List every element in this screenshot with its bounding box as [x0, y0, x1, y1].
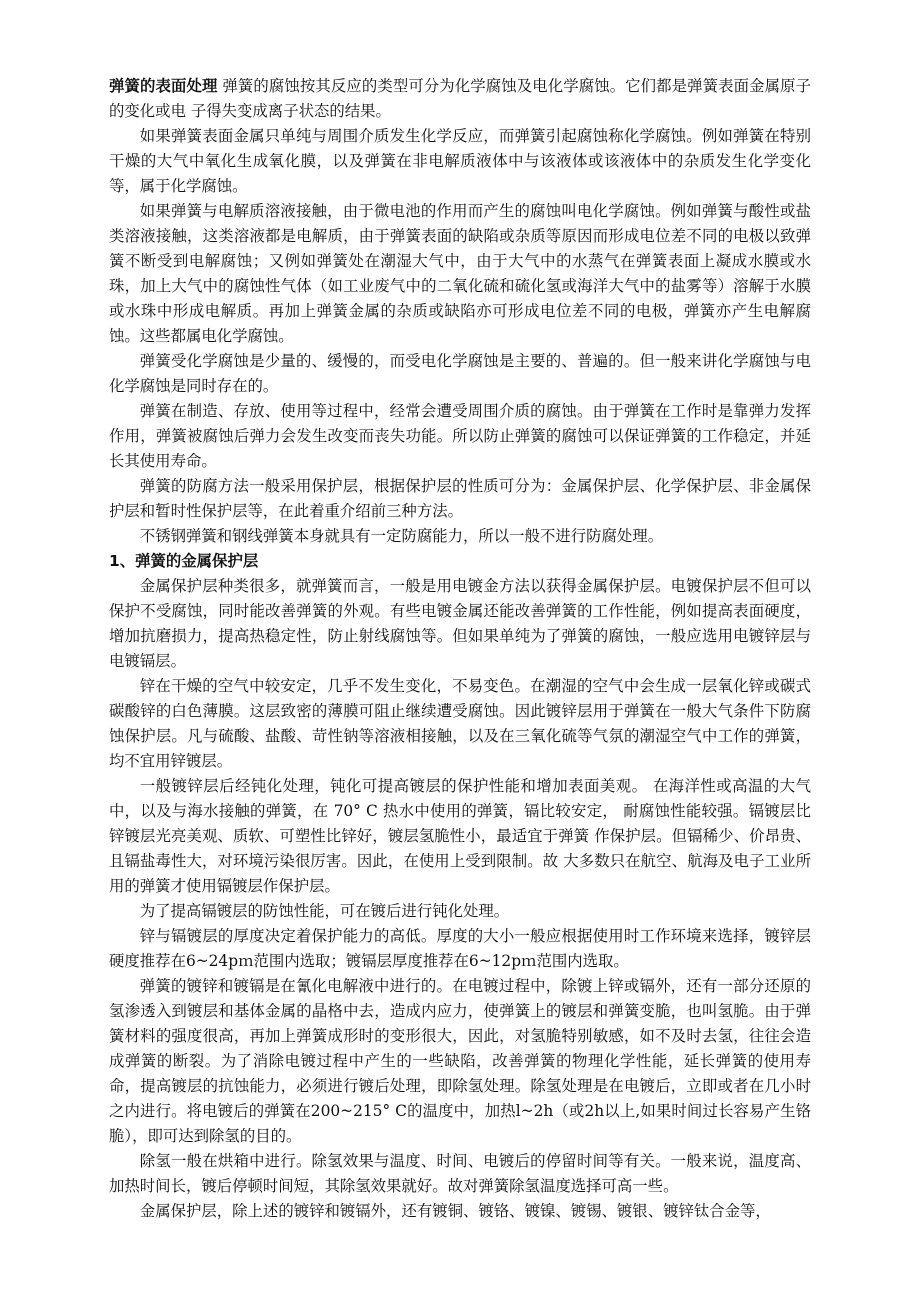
- paragraph-other-platings: 金属保护层，除上述的镀锌和镀镉外，还有镀铜、镀铬、镀镍、镀锡、镀银、镀锌钛合金等，: [139, 1202, 771, 1220]
- lead-paragraph: [109, 74, 811, 124]
- paragraph-layer-thickness: 锌与镉镀层的厚度决定着保护能力的高低。厚度的大小一般应根据使用时工作环境来选择，镀锌层硬度推荐在6~24pｍ范围内选取；镀镉层厚度推荐在6~12pｍ范围内选取。: [109, 927, 811, 970]
- paragraph-passivation-cadmium: 一般镀锌层后经钝化处理，钝化可提高镀层的保护性能和增加表面美观。 在海洋性或高温的大气中，以及与海水接触的弹簧，在 70° C 热水中使用的弹簧，镉比较安定， 耐腐蚀性能较强。镉镀层比锌镀层光亮美观、质软、可塑性比锌好，镀层氢脆性小，最适宜于弹簧 作保护层。但镉稀少、价昂贵、且镉盐毒性大，对环境污染很厉害。因此，在使用上受到限制。故 大多数只在航空、航海及电子工业所用的弹簧才使用镉镀层作保护层。: [109, 777, 811, 895]
- paragraph-corrosion-comparison: 弹簧受化学腐蚀是少量的、缓慢的，而受电化学腐蚀是主要的、普遍的。但一般来讲化学腐蚀与电化学腐蚀是同时存在的。: [109, 352, 811, 395]
- paragraph-dehydrogenation: 除氢一般在烘箱中进行。除氢效果与温度、时间、电镀后的停留时间等有关。一般来说，温度高、加热时间长，镀后停顿时间短，其除氢效果就好。故对弹簧除氢温度选择可高一些。: [109, 1152, 811, 1195]
- paragraph-electrochemical-corrosion: 如果弹簧与电解质溶液接触，由于微电池的作用而产生的腐蚀叫电化学腐蚀。例如弹簧与酸性或盐类溶液接触，这类溶液都是电解质，由于弹簧表面的缺陷或杂质等原因而形成电位差不同的电极以致弹簧不断受到电解腐蚀；又例如弹簧处在潮湿大气中，由于大气中的水蒸气在弹簧表面上凝成水膜或水珠，加上大气中的腐蚀性气体（如工业废气中的二氧化硫和硫化氢或海洋大气中的盐雾等）溶解于水膜或水珠中形成电解质。再加上弹簧金属的杂质或缺陷亦可形成电位差不同的电极，弹簧亦产生电解腐蚀。这些都属电化学腐蚀。: [109, 202, 811, 345]
- paragraph-protection-methods: 弹簧的防腐方法一般采用保护层，根据保护层的性质可分为：金属保护层、化学保护层、非金属保护层和暂时性保护层等，在此着重介绍前三种方法。: [109, 477, 811, 520]
- paragraph-cadmium-passivation: 为了提高镉镀层的防蚀性能，可在镀后进行钝化处理。: [139, 902, 510, 920]
- paragraph-hydrogen-embrittlement: 弹簧的镀锌和镀镉是在氰化电解液中进行的。在电镀过程中，除镀上锌或镉外，还有一部分还原的氢渗透入到镀层和基体金属的晶格中去，造成内应力，使弹簧上的镀层和弹簧变脆，也叫氢脆。由于弹簧材料的强度很高，再加上弹簧成形时的变形很大，因此，对氢脆特别敏感，如不及时去氢，往往会造成弹簧的断裂。为了消除电镀过程中产生的一些缺陷，改善弹簧的物理化学性能，延长弹簧的使用寿命，提高镀层的抗蚀能力，必须进行镀后处理，即除氢处理。除氢处理是在电镀后，立即或者在几小时之内进行。将电镀后的弹簧在200~215° C的温度中，加热l~2h（或2h以上,如果时间过长容易产生铬脆），即可达到除氢的目的。: [109, 977, 811, 1145]
- section-heading-metal-protection: 1、弹簧的金属保护层: [109, 552, 259, 570]
- paragraph-stainless-note: 不锈钢弹簧和钢线弹簧本身就具有一定防腐能力，所以一般不进行防腐处理。: [139, 527, 664, 545]
- lead-text: 弹簧的腐蚀按其反应的类型可分为化学腐蚀及电化学腐蚀。它们都是弹簧表面金属原子的变化或电 子得失变成离子状态的结果。: [109, 77, 811, 120]
- paragraph-corrosion-impact: 弹簧在制造、存放、使用等过程中，经常会遭受周围介质的腐蚀。由于弹簧在工作时是靠弹力发挥作用，弹簧被腐蚀后弹力会发生改变而丧失功能。所以防止弹簧的腐蚀可以保证弹簧的工作稳定，并延长其使用寿命。: [109, 402, 811, 470]
- paragraph-chemical-corrosion: 如果弹簧表面金属只单纯与周围介质发生化学反应，而弹簧引起腐蚀称化学腐蚀。例如弹簧在特别干燥的大气中氧化生成氧化膜，以及弹簧在非电解质液体中与该液体或该液体中的杂质发生化学变化等，属于化学腐蚀。: [109, 127, 811, 195]
- paragraph-metal-layer-types: 金属保护层种类很多，就弹簧而言，一般是用电镀金方法以获得金属保护层。电镀保护层不但可以保护不受腐蚀，同时能改善弹簧的外观。有些电镀金属还能改善弹簧的工作性能，例如提高表面硬度，增加抗磨损力，提高热稳定性，防止射线腐蚀等。但如果单纯为了弹簧的腐蚀，一般应选用电镀锌层与电镀镉层。: [109, 577, 811, 670]
- paragraph-zinc-properties: 锌在干燥的空气中较安定，几乎不发生变化，不易变色。在潮湿的空气中会生成一层氧化锌或碳式碳酸锌的白色薄膜。这层致密的薄膜可阻止继续遭受腐蚀。因此镀锌层用于弹簧在一般大气条件下防腐蚀保护层。凡与硫酸、盐酸、苛性钠等溶液相接触，以及在三氧化硫等气氛的潮湿空气中工作的弹簧，均不宜用锌镀层。: [109, 677, 811, 770]
- document-title: 弹簧的表面处理: [109, 77, 218, 95]
